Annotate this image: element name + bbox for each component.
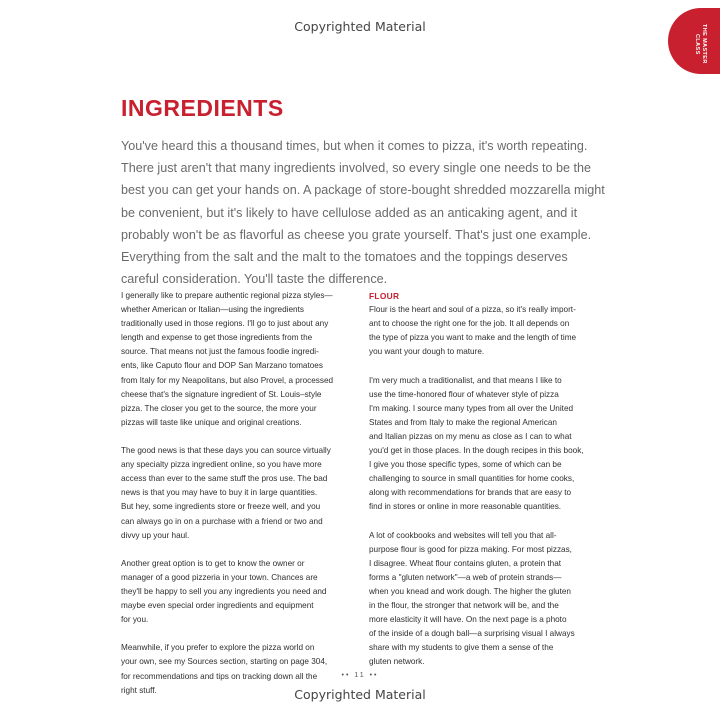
- section-tab-label-line1: THE MASTER: [701, 24, 707, 64]
- intro-line: best you can get your hands on. A package of store-bought shredded mozzarella might: [121, 183, 605, 198]
- body-line: from Italy for my Neapolitans, but also Provel, a processed: [121, 375, 334, 385]
- body-line: for recommendations and tips on tracking down all the: [121, 671, 318, 681]
- intro-line: probably won't be as flavorful as cheese you grate yourself. That's just one example.: [121, 227, 592, 242]
- section-tab: [668, 8, 720, 74]
- body-line: use the time-honored flour of whatever style of pizza: [369, 389, 559, 399]
- body-line: the type of pizza you want to make and the length of time: [369, 333, 577, 343]
- intro-line: There just aren't that many ingredients involved, so every single one needs to be the: [121, 161, 592, 176]
- body-line: can always go in on a purchase with a friend or two and: [121, 516, 323, 526]
- body-line: cheese that's the signature ingredient of St. Louis–style: [121, 389, 322, 399]
- copyright-footer: Copyrighted Material: [294, 687, 426, 702]
- paragraph-gap: [121, 543, 357, 557]
- paragraph-gap: [369, 359, 605, 373]
- intro-paragraph: [121, 135, 611, 290]
- body-line: in the flour, the stronger that network will be, and the: [369, 601, 559, 611]
- body-line: forms a "gluten network"—a web of protein strands—: [369, 572, 562, 582]
- body-line: pizza. The closer you get to the source, the more your: [121, 403, 317, 413]
- page-number: •• 11 ••: [341, 672, 379, 679]
- flour-subhead: FLOUR: [369, 291, 400, 301]
- body-line: news is that you may have to buy it in large quantities.: [121, 488, 318, 498]
- body-line: source. That means not just the famous foodie ingredi-: [121, 347, 319, 357]
- body-line: share with my students to give them a sense of the: [369, 643, 554, 653]
- body-line: purpose flour is good for pizza making. For most pizzas,: [369, 544, 572, 554]
- body-line: they'll be happy to sell you any ingredients you need and: [121, 586, 327, 596]
- body-line: maybe even special order ingredients and equipment: [121, 601, 314, 611]
- section-tab-label: [693, 24, 707, 64]
- body-line: of the inside of a dough ball—a surprising visual I always: [369, 629, 575, 639]
- body-line: divvy up your haul.: [121, 530, 190, 540]
- body-line: ents, like Caputo flour and DOP San Marzano tomatoes: [121, 361, 323, 371]
- paragraph-gap: [121, 430, 357, 444]
- copyright-header: Copyrighted Material: [294, 19, 426, 34]
- body-paragraph: [369, 529, 605, 670]
- body-line: ant to choose the right one for the job. It all depends on: [369, 319, 570, 329]
- body-line: and Italian pizzas on my menu as close as I can to what: [369, 431, 572, 441]
- body-line: you want your dough to mature.: [369, 347, 485, 357]
- body-paragraph: [121, 444, 357, 543]
- body-line: manager of a good pizzeria in your town. Chances are: [121, 572, 318, 582]
- body-line: I generally like to prepare authentic regional pizza styles—: [121, 291, 333, 300]
- body-line: traditionally used in those regions. I'll go to just about any: [121, 319, 329, 329]
- left-column: [121, 289, 357, 698]
- body-line: for you.: [121, 615, 149, 625]
- body-line: right stuff.: [121, 685, 157, 695]
- paragraph-gap: [369, 515, 605, 529]
- right-column: [369, 289, 605, 670]
- section-tab-label-line2: CLASS: [694, 33, 700, 55]
- intro-line: be convenient, but it's likely to have cellulose added as an anticaking agent, and it: [121, 205, 578, 220]
- body-line: Flour is the heart and soul of a pizza, so it's really import-: [369, 305, 576, 315]
- intro-line: careful consideration. You'll taste the difference.: [121, 272, 388, 287]
- body-line: I'm making. I source many types from all over the United: [369, 403, 574, 413]
- body-paragraph: [121, 289, 357, 430]
- body-line: States and from Italy to make the regional American: [369, 417, 557, 427]
- body-line: challenging to source in small quantities for home cooks,: [369, 474, 575, 484]
- paragraph-gap: [121, 627, 357, 641]
- body-line: gluten network.: [369, 657, 425, 667]
- body-line: The good news is that these days you can source virtually: [121, 446, 331, 456]
- body-line: your own, see my Sources section, starting on page 304,: [121, 657, 328, 667]
- intro-line: Everything from the salt and the malt to the tomatoes and the toppings deserves: [121, 250, 568, 265]
- body-line: Meanwhile, if you prefer to explore the pizza world on: [121, 643, 315, 653]
- body-line: more elasticity it will have. On the next page is a photo: [369, 615, 567, 625]
- body-line: I'm very much a traditionalist, and that means I like to: [369, 375, 562, 385]
- body-line: whether American or Italian—using the ingredients: [121, 305, 304, 315]
- body-line: pizzas will taste like unique and original creations.: [121, 417, 302, 427]
- page-title: INGREDIENTS: [121, 95, 284, 121]
- body-line: access than ever to the same stuff the pros use. The bad: [121, 474, 328, 484]
- body-line: any specialty pizza ingredient online, so you have more: [121, 460, 322, 470]
- body-line: you'd get in those places. In the dough recipes in this book,: [369, 446, 584, 456]
- body-line: find in stores or online in more reasonable quantities.: [369, 502, 562, 512]
- body-line: I disagree. Wheat flour contains gluten, a protein that: [369, 558, 562, 568]
- body-line: A lot of cookbooks and websites will tell you that all-: [369, 530, 557, 540]
- body-line: Another great option is to get to know the owner or: [121, 558, 305, 568]
- body-line: I give you those specific types, some of which can be: [369, 460, 562, 470]
- body-paragraph: [369, 303, 605, 359]
- body-line: But hey, some ingredients store or freeze well, and you: [121, 502, 321, 512]
- intro-line: You've heard this a thousand times, but when it comes to pizza, it's worth repeating.: [121, 139, 588, 153]
- body-line: length and expense to get those ingredients from the: [121, 333, 313, 343]
- body-paragraph: [121, 557, 357, 627]
- body-line: when you knead and work dough. The higher the gluten: [369, 586, 571, 596]
- body-line: along with recommendations for brands that are easy to: [369, 488, 572, 498]
- body-paragraph: [369, 374, 605, 515]
